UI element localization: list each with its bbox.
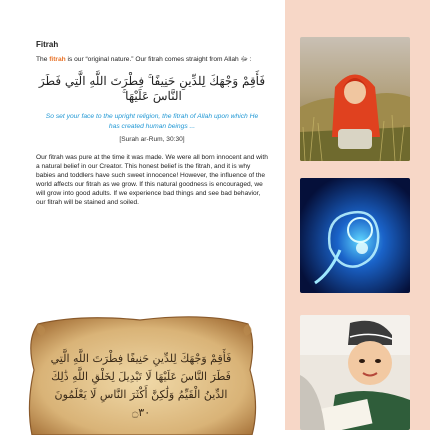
intro-paragraph (36, 55, 268, 64)
main-column (36, 40, 268, 208)
child-reading-photo (300, 315, 410, 430)
embryo-illustration (300, 178, 410, 293)
body-paragraph: Our fitrah was pure at the time it was made. We were all born innocent and with a natural belief in our Creator. This honest belief is the fitrah, and it is why babies and toddlers have such sweet innocence! However, the influence of the world affects our fitrah as we grow. If this natural goodness is encouraged, we will grow into good adults. If we experience bad things and see bad behavior, our fitrah will be stained and soiled. (36, 154, 268, 207)
section-heading: Fitrah (36, 40, 59, 49)
intro-rest: is our “original nature.” Our fitrah comes straight from Allah ﷻ : (65, 56, 252, 63)
scroll-arabic-text: فَأَقِمْ وَجْهَكَ لِلدِّينِ حَنِيفًا فِطْرَتَ اللَّهِ الَّتِي فَطَرَ النَّاسَ عَلَيْهَا لَا تَبْدِيلَ لِخَلْقِ اللَّهِ ذَٰلِكَ الدِّينُ الْقَيِّمُ وَلَٰكِنَّ أَكْثَرَ النَّاسِ لَا يَعْلَمُونَ ۝٣٠ (50, 352, 232, 419)
verse-reference: [Surah ar-Rum, 30:30] (119, 136, 185, 143)
parchment-scroll (20, 310, 265, 435)
verse-arabic: فَأَقِمْ وَجْهَكَ لِلدِّينِ حَنِيفًا ۚ فِطْرَتَ اللَّهِ الَّتِي فَطَرَ النَّاسَ عَلَيْهَا ۚ (38, 74, 266, 103)
verse-translation: So set your face to the upright religion, the fitrah of Allah upon which He has created human beings ... (45, 113, 259, 130)
girl-in-field-photo (300, 37, 410, 161)
intro-prefix: The (36, 56, 50, 63)
fitrah-highlight: fitrah (49, 56, 66, 63)
